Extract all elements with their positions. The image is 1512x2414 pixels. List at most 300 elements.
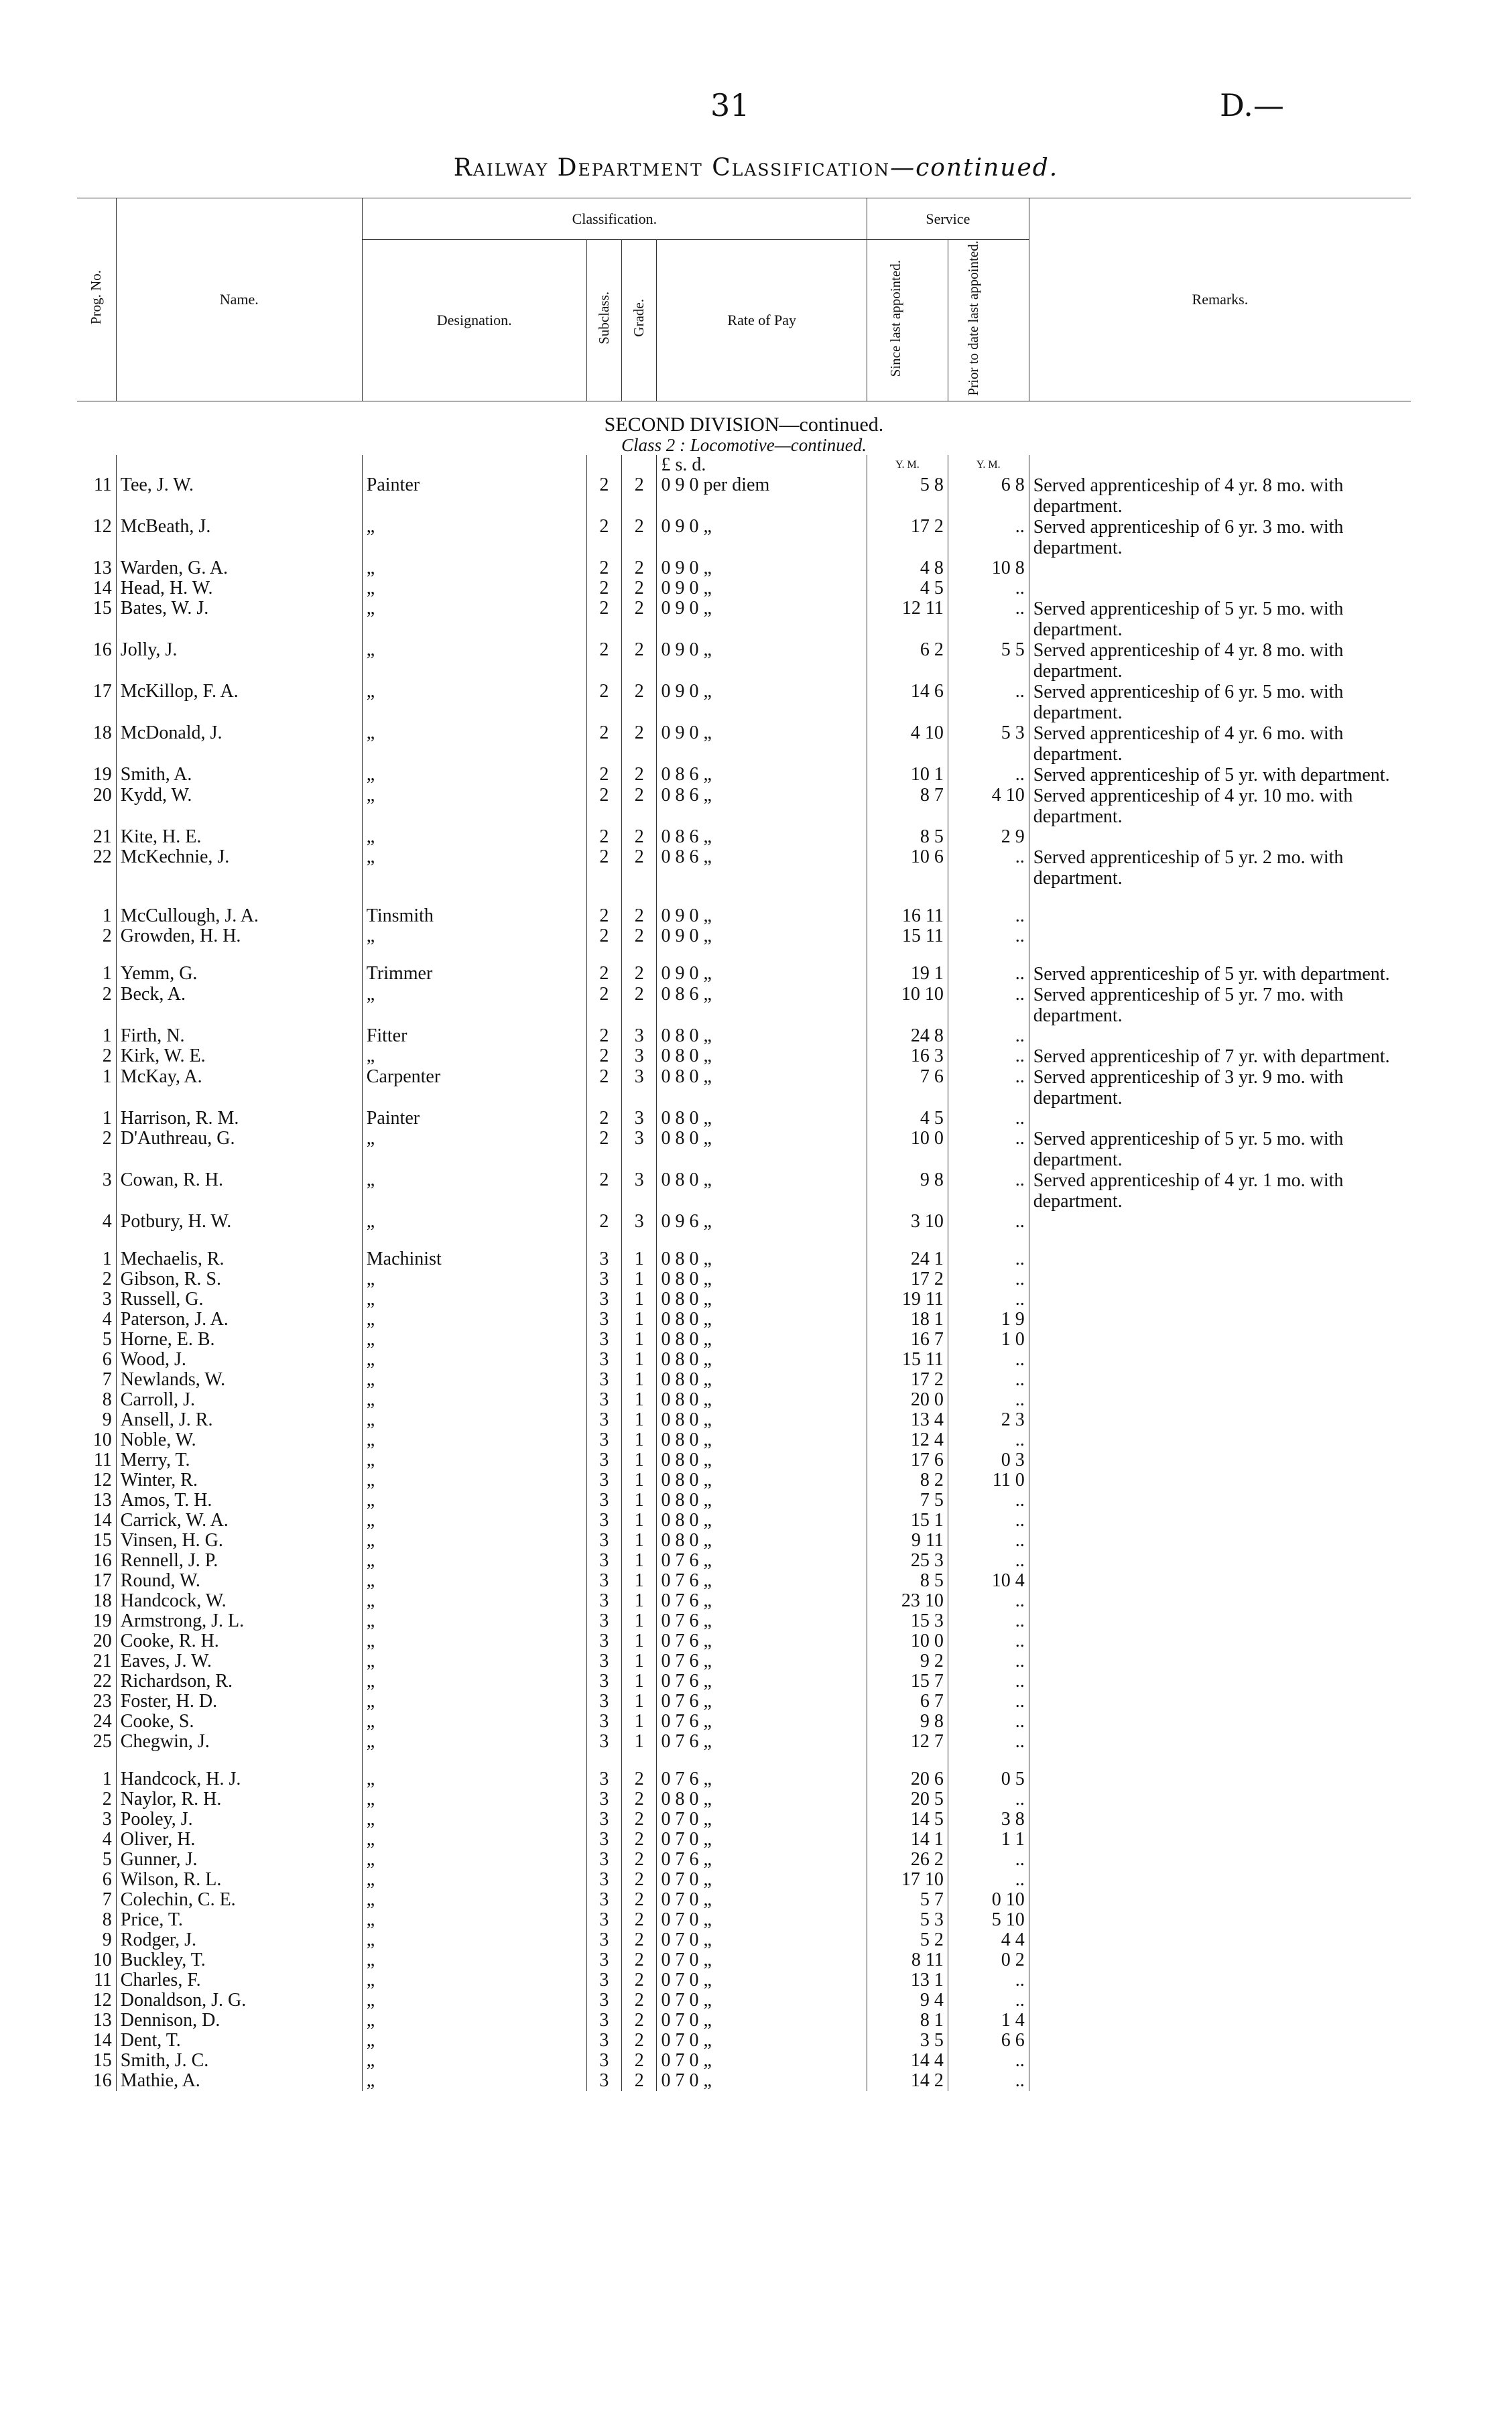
table-row [77, 1410, 1411, 1430]
since-last-cell: 7 5 [867, 1490, 948, 1511]
subclass-cell: 3 [586, 1289, 621, 1310]
since-last-cell: 18 1 [867, 1310, 948, 1330]
remarks-cell: Served apprenticeship of 4 yr. 8 mo. with department. [1029, 475, 1411, 517]
remarks-cell [1029, 1450, 1411, 1470]
remarks-cell [1029, 1108, 1411, 1129]
since-last-cell: 4 10 [867, 723, 948, 765]
table-row [77, 1571, 1411, 1591]
since-last-cell: 12 11 [867, 598, 948, 640]
designation-cell: „ [362, 1830, 586, 1850]
page-number: 31 [710, 87, 750, 123]
rate-of-pay-cell: 0 8 0 „ [657, 1490, 867, 1511]
remarks-cell [1029, 1531, 1411, 1551]
rate-of-pay-cell: 0 7 0 „ [657, 2051, 867, 2071]
prior-to-date-cell: 1 1 [948, 1830, 1029, 1850]
since-last-cell: 20 5 [867, 1789, 948, 1809]
title-suffix: —continued. [890, 154, 1059, 182]
prog-no-cell: 4 [102, 1210, 112, 1232]
subclass-cell: 2 [586, 682, 621, 723]
grade-cell: 2 [622, 1830, 657, 1850]
rate-of-pay-cell: 0 8 0 „ [657, 1350, 867, 1370]
remarks-cell [1029, 926, 1411, 946]
name-cell: Growden, H. H. [116, 926, 362, 946]
table-row [77, 1310, 1411, 1330]
subclass-cell: 3 [586, 1671, 621, 1692]
section-mark: D.— [1220, 87, 1284, 123]
subclass-cell: 3 [586, 2011, 621, 2031]
prior-to-date-cell: 0 2 [948, 1950, 1029, 1970]
name-cell: Russell, G. [116, 1289, 362, 1310]
designation-cell: Trimmer [362, 964, 586, 984]
name-cell: Carrick, W. A. [116, 1511, 362, 1531]
designation-cell: „ [362, 640, 586, 682]
name-cell: Kite, H. E. [116, 827, 362, 847]
designation-cell: „ [362, 1531, 586, 1551]
table-row [77, 1511, 1411, 1531]
table-row [77, 2071, 1411, 2091]
designation-cell: Fitter [362, 1026, 586, 1046]
remarks-cell [1029, 1631, 1411, 1651]
remarks-cell [1029, 578, 1411, 598]
table-row [77, 1249, 1411, 1269]
name-cell: Rennell, J. P. [116, 1551, 362, 1571]
designation-cell: „ [362, 1611, 586, 1631]
col-name: Name. [116, 198, 362, 401]
grade-cell: 2 [622, 640, 657, 682]
table-row [77, 1712, 1411, 1732]
prog-no-cell: 9 [102, 1929, 112, 1950]
prior-to-date-cell: .. [948, 1046, 1029, 1067]
prior-to-date-cell: .. [948, 2071, 1029, 2091]
remarks-cell [1029, 1809, 1411, 1830]
prog-no-cell: 7 [102, 1889, 112, 1910]
table-row [77, 1490, 1411, 1511]
prior-to-date-cell: .. [948, 1712, 1029, 1732]
subclass-cell: 3 [586, 1591, 621, 1611]
prior-to-date-cell: .. [948, 1129, 1029, 1170]
since-last-cell: 24 8 [867, 1026, 948, 1046]
prog-no-cell: 1 [102, 1025, 112, 1046]
prior-to-date-cell: .. [948, 984, 1029, 1026]
remarks-cell [1029, 1910, 1411, 1930]
rate-of-pay-cell: 0 7 0 „ [657, 1950, 867, 1970]
name-cell: Smith, A. [116, 765, 362, 785]
prog-no-cell: 14 [92, 2029, 112, 2051]
prior-to-date-cell: 0 3 [948, 1450, 1029, 1470]
prior-to-date-cell: .. [948, 1789, 1029, 1809]
table-row [77, 1850, 1411, 1870]
rate-of-pay-cell: 0 8 6 „ [657, 765, 867, 785]
table-row [77, 1370, 1411, 1390]
subclass-cell: 2 [586, 1108, 621, 1129]
since-last-cell: 14 4 [867, 2051, 948, 2071]
rate-of-pay-cell: 0 8 0 „ [657, 1289, 867, 1310]
rate-of-pay-cell: 0 8 0 „ [657, 1129, 867, 1170]
grade-cell: 2 [622, 558, 657, 578]
remarks-cell [1029, 1970, 1411, 1990]
remarks-cell [1029, 1850, 1411, 1870]
designation-cell: „ [362, 2011, 586, 2031]
prog-no-cell: 13 [92, 2009, 112, 2031]
since-last-cell: 15 7 [867, 1671, 948, 1692]
prior-to-date-cell: .. [948, 906, 1029, 926]
prog-no-cell: 2 [102, 1045, 112, 1066]
prog-no-cell: 25 [92, 1730, 112, 1752]
since-last-cell: 14 5 [867, 1809, 948, 1830]
name-cell: D'Authreau, G. [116, 1129, 362, 1170]
table-row [77, 1890, 1411, 1910]
prog-no-cell: 9 [102, 1409, 112, 1430]
name-cell: Paterson, J. A. [116, 1310, 362, 1330]
rate-of-pay-cell: 0 7 6 „ [657, 1732, 867, 1752]
table-row [77, 1651, 1411, 1671]
name-cell: Wood, J. [116, 1350, 362, 1370]
prog-no-cell: 1 [102, 905, 112, 926]
remarks-cell: Served apprenticeship of 5 yr. 2 mo. with department. [1029, 847, 1411, 889]
rate-of-pay-cell: 0 9 0 „ [657, 723, 867, 765]
prog-no-cell: 11 [93, 1969, 112, 1990]
grade-cell: 1 [622, 1671, 657, 1692]
table-row [77, 578, 1411, 598]
name-cell: Cooke, R. H. [116, 1631, 362, 1651]
prog-no-cell: 1 [102, 962, 112, 984]
prog-no-cell: 3 [102, 1808, 112, 1830]
prior-to-date-cell: 0 10 [948, 1890, 1029, 1910]
rate-of-pay-cell: 0 8 0 „ [657, 1249, 867, 1269]
name-cell: Newlands, W. [116, 1370, 362, 1390]
name-cell: Round, W. [116, 1571, 362, 1591]
grade-cell: 1 [622, 1631, 657, 1651]
designation-cell: „ [362, 682, 586, 723]
grade-cell: 2 [622, 2071, 657, 2091]
rate-of-pay-cell: 0 7 0 „ [657, 1970, 867, 1990]
title-text: Railway Department Classification [453, 154, 891, 182]
name-cell: Kirk, W. E. [116, 1046, 362, 1067]
subclass-cell: 3 [586, 1511, 621, 1531]
remarks-cell [1029, 1410, 1411, 1430]
subclass-cell: 3 [586, 1631, 621, 1651]
table-row [77, 1551, 1411, 1571]
prog-no-cell: 18 [92, 1590, 112, 1611]
designation-cell: „ [362, 1890, 586, 1910]
subclass-cell: 2 [586, 640, 621, 682]
designation-cell: „ [362, 1930, 586, 1950]
grade-cell: 1 [622, 1692, 657, 1712]
grade-cell: 2 [622, 1789, 657, 1809]
prior-to-date-cell: 1 4 [948, 2011, 1029, 2031]
rate-of-pay-cell: 0 8 6 „ [657, 847, 867, 889]
rate-of-pay-cell: 0 9 0 „ [657, 640, 867, 682]
table-row [77, 1108, 1411, 1129]
since-last-cell: 16 3 [867, 1046, 948, 1067]
remarks-cell: Served apprenticeship of 5 yr. 7 mo. with department. [1029, 984, 1411, 1026]
table-row [77, 1390, 1411, 1410]
rate-of-pay-cell: 0 8 0 „ [657, 1108, 867, 1129]
name-cell: Colechin, C. E. [116, 1890, 362, 1910]
table-row [77, 1809, 1411, 1830]
remarks-cell [1029, 1330, 1411, 1350]
designation-cell: „ [362, 1551, 586, 1571]
designation-cell: „ [362, 1789, 586, 1809]
since-last-cell: 10 1 [867, 765, 948, 785]
grade-cell: 3 [622, 1108, 657, 1129]
subclass-cell: 3 [586, 1269, 621, 1289]
grade-cell: 1 [622, 1330, 657, 1350]
grade-cell: 2 [622, 785, 657, 827]
rate-of-pay-cell: 0 7 0 „ [657, 2071, 867, 2091]
grade-cell: 2 [622, 1950, 657, 1970]
since-last-cell: 15 11 [867, 926, 948, 946]
prior-to-date-cell: 10 8 [948, 558, 1029, 578]
since-last-cell: 3 5 [867, 2031, 948, 2051]
rate-of-pay-cell: 0 7 6 „ [657, 1611, 867, 1631]
table-row [77, 1170, 1411, 1212]
grade-cell: 3 [622, 1170, 657, 1212]
name-cell: McBeath, J. [116, 517, 362, 558]
grade-cell: 1 [622, 1732, 657, 1752]
prog-no-cell: 3 [102, 1288, 112, 1310]
rate-of-pay-cell: 0 8 0 „ [657, 1330, 867, 1350]
subclass-cell: 3 [586, 1370, 621, 1390]
name-cell: Pooley, J. [116, 1809, 362, 1830]
designation-cell: „ [362, 765, 586, 785]
prior-to-date-cell: .. [948, 765, 1029, 785]
subclass-cell: 2 [586, 785, 621, 827]
grade-cell: 1 [622, 1390, 657, 1410]
remarks-cell [1029, 1470, 1411, 1490]
prior-to-date-cell: 5 5 [948, 640, 1029, 682]
prog-no-cell: 24 [92, 1710, 112, 1732]
ym-header-1: Y. M. [867, 455, 948, 475]
remarks-cell: Served apprenticeship of 4 yr. 10 mo. with department. [1029, 785, 1411, 827]
rate-of-pay-cell: 0 9 0 „ [657, 598, 867, 640]
subclass-cell: 3 [586, 1390, 621, 1410]
table-row [77, 785, 1411, 827]
rate-of-pay-cell: 0 8 6 „ [657, 827, 867, 847]
name-cell: McKillop, F. A. [116, 682, 362, 723]
since-last-cell: 15 11 [867, 1350, 948, 1370]
since-last-cell: 25 3 [867, 1551, 948, 1571]
prog-no-cell: 2 [102, 1788, 112, 1809]
subclass-cell: 3 [586, 1809, 621, 1830]
table-row [77, 1531, 1411, 1551]
row-gap [77, 946, 1411, 964]
grade-cell: 2 [622, 2031, 657, 2051]
designation-cell: „ [362, 1732, 586, 1752]
prior-to-date-cell: 2 9 [948, 827, 1029, 847]
name-cell: Armstrong, J. L. [116, 1611, 362, 1631]
name-cell: Wilson, R. L. [116, 1870, 362, 1890]
rate-of-pay-cell: 0 7 6 „ [657, 1671, 867, 1692]
name-cell: Chegwin, J. [116, 1732, 362, 1752]
prog-no-cell: 8 [102, 1389, 112, 1410]
remarks-cell: Served apprenticeship of 5 yr. with department. [1029, 964, 1411, 984]
prog-no-cell: 2 [102, 1268, 112, 1289]
table-row [77, 2011, 1411, 2031]
name-cell: Price, T. [116, 1910, 362, 1930]
designation-cell: „ [362, 1671, 586, 1692]
since-last-cell: 20 0 [867, 1390, 948, 1410]
name-cell: McCullough, J. A. [116, 906, 362, 926]
subclass-cell: 3 [586, 1310, 621, 1330]
designation-cell: Tinsmith [362, 906, 586, 926]
since-last-cell: 12 7 [867, 1732, 948, 1752]
prog-no-cell: 18 [92, 722, 112, 743]
prog-no-cell: 17 [92, 680, 112, 702]
prog-no-cell: 14 [92, 1509, 112, 1531]
since-last-cell: 9 4 [867, 1990, 948, 2011]
designation-cell: „ [362, 1910, 586, 1930]
designation-cell: „ [362, 1430, 586, 1450]
prior-to-date-cell: 0 5 [948, 1769, 1029, 1789]
rate-of-pay-cell: 0 9 0 „ [657, 558, 867, 578]
row-gap [77, 889, 1411, 906]
since-last-cell: 15 3 [867, 1611, 948, 1631]
remarks-cell: Served apprenticeship of 5 yr. with department. [1029, 765, 1411, 785]
designation-cell: Machinist [362, 1249, 586, 1269]
name-cell: Amos, T. H. [116, 1490, 362, 1511]
col-prior-to-date: Prior to date last appointed. [964, 241, 981, 396]
remarks-cell [1029, 558, 1411, 578]
remarks-cell [1029, 1611, 1411, 1631]
designation-cell: „ [362, 1370, 586, 1390]
col-classification: Classification. [362, 198, 867, 240]
rate-of-pay-cell: 0 8 0 „ [657, 1450, 867, 1470]
designation-cell: „ [362, 1490, 586, 1511]
grade-cell: 1 [622, 1470, 657, 1490]
subclass-cell: 3 [586, 1789, 621, 1809]
name-cell: Charles, F. [116, 1970, 362, 1990]
subclass-cell: 3 [586, 1870, 621, 1890]
designation-cell: „ [362, 598, 586, 640]
prior-to-date-cell: .. [948, 1870, 1029, 1890]
prog-no-cell: 20 [92, 1630, 112, 1651]
prog-no-cell: 12 [92, 1989, 112, 2011]
prog-no-cell: 1 [102, 1248, 112, 1269]
division-title [77, 401, 1411, 455]
name-cell: Rodger, J. [116, 1930, 362, 1950]
remarks-cell [1029, 1551, 1411, 1571]
grade-cell: 1 [622, 1289, 657, 1310]
designation-cell: „ [362, 1046, 586, 1067]
prior-to-date-cell: .. [948, 1591, 1029, 1611]
grade-cell: 2 [622, 1910, 657, 1930]
since-last-cell: 5 7 [867, 1890, 948, 1910]
table-row [77, 1026, 1411, 1046]
prior-to-date-cell: .. [948, 578, 1029, 598]
table-row [77, 827, 1411, 847]
page-title [0, 154, 1512, 182]
rate-of-pay-cell: 0 9 0 „ [657, 578, 867, 598]
since-last-cell: 15 1 [867, 1511, 948, 1531]
name-cell: Bates, W. J. [116, 598, 362, 640]
prior-to-date-cell: 2 3 [948, 1410, 1029, 1430]
name-cell: Kydd, W. [116, 785, 362, 827]
rate-of-pay-cell: 0 8 0 „ [657, 1470, 867, 1490]
since-last-cell: 17 10 [867, 1870, 948, 1890]
prog-no-cell: 21 [92, 1650, 112, 1671]
name-cell: Noble, W. [116, 1430, 362, 1450]
name-cell: Carroll, J. [116, 1390, 362, 1410]
col-grade: Grade. [631, 299, 647, 338]
table-row [77, 598, 1411, 640]
remarks-cell [1029, 2031, 1411, 2051]
grade-cell: 3 [622, 1046, 657, 1067]
since-last-cell: 10 0 [867, 1631, 948, 1651]
rate-of-pay-cell: 0 7 0 „ [657, 1890, 867, 1910]
prog-no-cell: 6 [102, 1348, 112, 1370]
name-cell: Eaves, J. W. [116, 1651, 362, 1671]
table-row [77, 2031, 1411, 2051]
subclass-cell: 2 [586, 598, 621, 640]
designation-cell: „ [362, 1990, 586, 2011]
remarks-cell: Served apprenticeship of 4 yr. 1 mo. with department. [1029, 1170, 1411, 1212]
rate-of-pay-cell: 0 8 0 „ [657, 1269, 867, 1289]
name-cell: Mechaelis, R. [116, 1249, 362, 1269]
table-row [77, 1591, 1411, 1611]
subclass-cell: 2 [586, 847, 621, 889]
name-cell: Jolly, J. [116, 640, 362, 682]
remarks-cell [1029, 1651, 1411, 1671]
rate-of-pay-cell: 0 8 0 „ [657, 1531, 867, 1551]
table-row [77, 1769, 1411, 1789]
rate-of-pay-cell: 0 7 0 „ [657, 1990, 867, 2011]
table-row [77, 475, 1411, 517]
row-gap [77, 1752, 1411, 1769]
table-row [77, 984, 1411, 1026]
prior-to-date-cell: .. [948, 1430, 1029, 1450]
designation-cell: „ [362, 847, 586, 889]
subclass-cell: 3 [586, 1249, 621, 1269]
grade-cell: 2 [622, 827, 657, 847]
prior-to-date-cell: .. [948, 1026, 1029, 1046]
subclass-cell: 2 [586, 475, 621, 517]
prior-to-date-cell: .. [948, 1249, 1029, 1269]
col-rate-of-pay: Rate of Pay [657, 240, 867, 401]
grade-cell: 2 [622, 1990, 657, 2011]
prog-no-cell: 10 [92, 1949, 112, 1970]
rate-of-pay-cell: 0 7 0 „ [657, 1809, 867, 1830]
since-last-cell: 17 6 [867, 1450, 948, 1470]
remarks-cell [1029, 1430, 1411, 1450]
since-last-cell: 16 7 [867, 1330, 948, 1350]
designation-cell: „ [362, 1950, 586, 1970]
since-last-cell: 5 3 [867, 1910, 948, 1930]
grade-cell: 1 [622, 1370, 657, 1390]
remarks-cell: Served apprenticeship of 6 yr. 3 mo. with department. [1029, 517, 1411, 558]
grade-cell: 1 [622, 1712, 657, 1732]
rate-of-pay-cell: 0 9 0 „ [657, 682, 867, 723]
remarks-cell [1029, 2051, 1411, 2071]
subclass-cell: 3 [586, 1712, 621, 1732]
prior-to-date-cell: .. [948, 1631, 1029, 1651]
grade-cell: 2 [622, 1890, 657, 1910]
grade-cell: 2 [622, 2011, 657, 2031]
subclass-cell: 3 [586, 1531, 621, 1551]
prog-no-cell: 23 [92, 1690, 112, 1712]
prior-to-date-cell: .. [948, 1531, 1029, 1551]
subclass-cell: 3 [586, 1890, 621, 1910]
grade-cell: 2 [622, 906, 657, 926]
classification-table [77, 198, 1411, 2091]
designation-cell: „ [362, 1129, 586, 1170]
grade-cell: 2 [622, 1850, 657, 1870]
remarks-cell [1029, 906, 1411, 926]
rate-of-pay-cell: 0 9 6 „ [657, 1212, 867, 1232]
remarks-cell [1029, 827, 1411, 847]
subclass-cell: 2 [586, 578, 621, 598]
since-last-cell: 8 5 [867, 827, 948, 847]
